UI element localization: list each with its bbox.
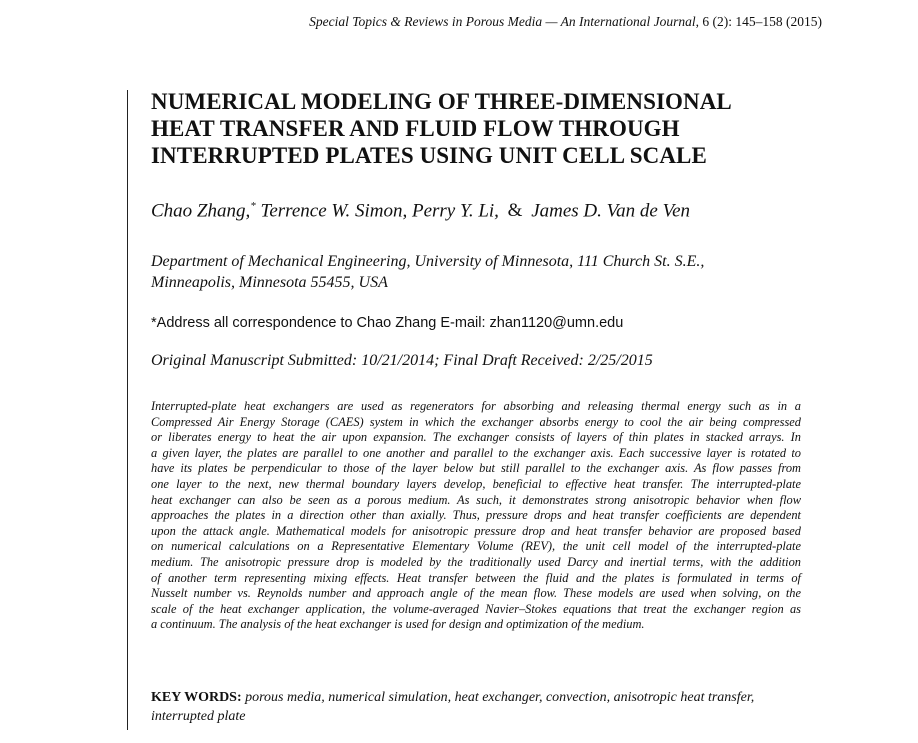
abstract-line: on numerical calculations on a Representative Elementary Volume (REV), the unit cell model of the interrupted-plate bbox=[151, 539, 801, 554]
abstract-line: have its plates be perpendicular to those of the layer below but still parallel to the exchanger axis. As flow passes from bbox=[151, 461, 801, 476]
title-line: INTERRUPTED PLATES USING UNIT CELL SCALE bbox=[151, 143, 707, 168]
abstract-line: or liberates energy to heat the air upon expansion. The exchanger consists of layers of thin plates in stacked arrays. In bbox=[151, 430, 801, 445]
abstract-line: a given layer, the plates are parallel to one another and parallel to the exchanger axis. Each successive layer is rotated to bbox=[151, 445, 801, 460]
affiliation-line: Minneapolis, Minnesota 55455, USA bbox=[151, 274, 388, 291]
journal-name: Special Topics & Reviews in Porous Media — An International Journal bbox=[309, 14, 696, 29]
abstract-line: Compressed Air Energy Storage (CAES) system in which the exchanger absorbs energy to cool the air being compressed bbox=[151, 414, 801, 429]
author-ampersand: & bbox=[507, 200, 523, 222]
abstract-line: Nusselt number vs. Reynolds number and approach angle of the mean flow. These models are used when solving, on the bbox=[151, 586, 801, 601]
author-name: Chao Zhang, bbox=[151, 200, 251, 222]
abstract-line: approaches the plates in a direction other than axially. Thus, pressure drops and heat transfer coefficients are dependent bbox=[151, 508, 801, 523]
abstract-line: medium. The anisotropic pressure drop is modeled by the traditionally used Darcy and inertial terms, with the addition bbox=[151, 554, 801, 569]
keywords bbox=[151, 688, 801, 726]
abstract-line: a continuum. The analysis of the heat exchanger is used for design and optimization of the medium. bbox=[151, 617, 645, 632]
title-line: NUMERICAL MODELING OF THREE-DIMENSIONAL bbox=[151, 89, 732, 114]
abstract-line: scale of the heat exchanger application, the volume-averaged Navier–Stokes equations that treat the exchanger region as bbox=[151, 601, 801, 616]
author-list bbox=[151, 200, 690, 222]
keywords-label: KEY WORDS: bbox=[151, 690, 242, 705]
title-line: HEAT TRANSFER AND FLUID FLOW THROUGH bbox=[151, 116, 680, 141]
abstract-line: heat exchanger can also be seen as a porous medium. As such, it demonstrates strong anisotropic behavior when flow bbox=[151, 492, 801, 507]
affiliation bbox=[151, 251, 791, 293]
author-name: Perry Y. Li, bbox=[411, 200, 499, 222]
abstract-line: Interrupted-plate heat exchangers are used as regenerators for absorbing and releasing thermal energy such as in a bbox=[151, 399, 801, 413]
author-name: James D. Van de Ven bbox=[531, 200, 691, 222]
correspondence-line: *Address all correspondence to Chao Zhang E-mail: zhan1120@umn.edu bbox=[151, 315, 624, 331]
keywords-text: interrupted plate bbox=[151, 709, 246, 724]
paper-title bbox=[151, 88, 811, 169]
author-name: Terrence W. Simon, bbox=[260, 200, 408, 222]
abstract-line: of another term representing mixing effects. Heat transfer between the fluid and the plates is formulated in terms of bbox=[151, 570, 801, 585]
corresponding-mark: * bbox=[250, 200, 256, 212]
manuscript-dates: Original Manuscript Submitted: 10/21/2014; Final Draft Received: 2/25/2015 bbox=[151, 352, 653, 369]
journal-header bbox=[309, 14, 822, 30]
affiliation-line: Department of Mechanical Engineering, University of Minnesota, 111 Church St. S.E., bbox=[151, 253, 705, 270]
journal-citation: , 6 (2): 145–158 (2015) bbox=[695, 14, 822, 29]
abstract-line: one layer to the next, new thermal boundary layers develop, beneficial to effective heat transfer. The interrupted-plate bbox=[151, 476, 801, 491]
abstract bbox=[151, 399, 801, 633]
margin-rule bbox=[127, 90, 128, 730]
abstract-line: upon the attack angle. Mathematical models for anisotropic pressure drop and heat transfer behavior are proposed based bbox=[151, 523, 801, 538]
keywords-text: porous media, numerical simulation, heat exchanger, convection, anisotropic heat transfer, bbox=[241, 690, 755, 705]
